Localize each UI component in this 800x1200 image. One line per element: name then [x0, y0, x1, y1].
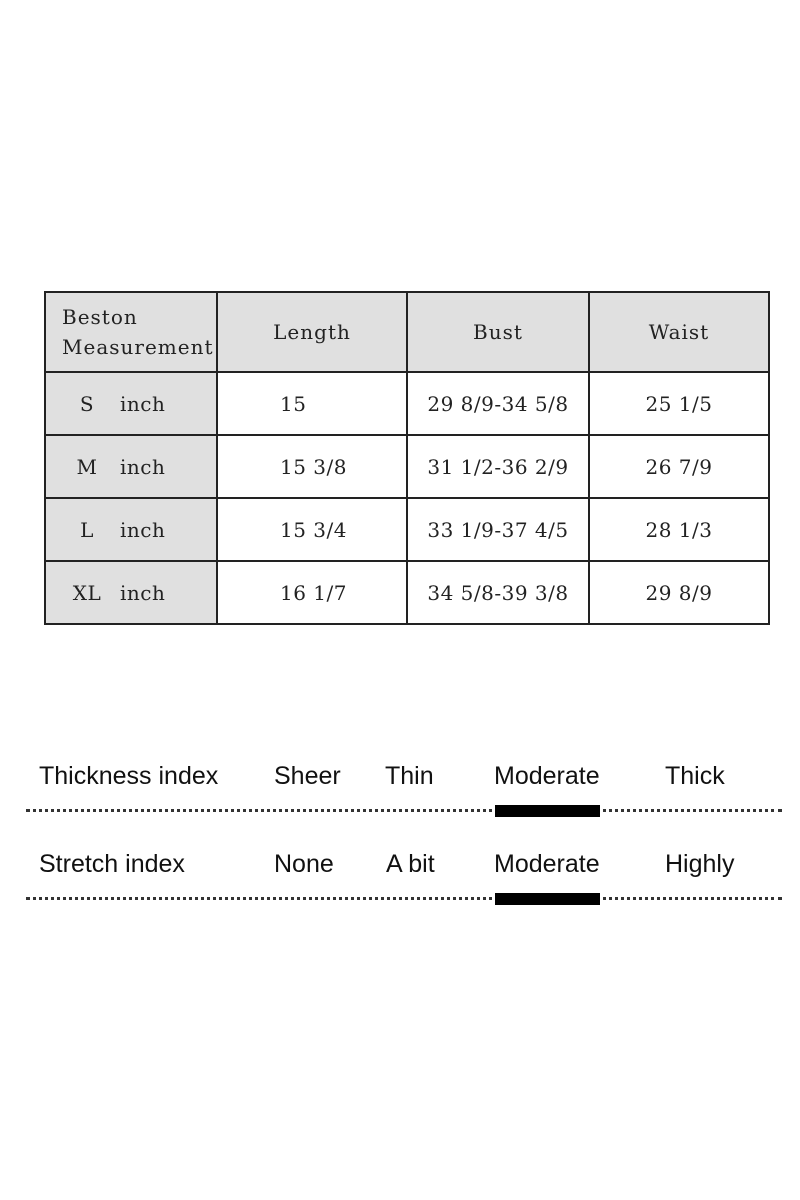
size-label: XL [72, 580, 102, 605]
stretch-dotted-scale [26, 897, 782, 900]
stretch-option-highly: Highly [665, 850, 735, 878]
column-header-bust: Bust [407, 292, 589, 372]
waist-cell: 25 1/5 [589, 372, 769, 435]
stretch-option-none: None [274, 850, 334, 878]
bust-cell: 29 8/9-34 5/8 [407, 372, 589, 435]
unit-label: inch [120, 580, 166, 605]
size-cell [45, 561, 217, 624]
column-header-length: Length [217, 292, 407, 372]
thickness-option-thin: Thin [385, 762, 434, 790]
stretch-option-moderate: Moderate [494, 850, 600, 878]
length-cell: 15 3/8 [217, 435, 407, 498]
unit-label: inch [120, 454, 166, 479]
thickness-level-indicator [495, 805, 600, 817]
size-label: L [80, 517, 94, 542]
size-cell [45, 435, 217, 498]
table-row [45, 498, 769, 561]
length-cell: 15 3/4 [217, 498, 407, 561]
thickness-option-sheer: Sheer [274, 762, 341, 790]
bust-cell: 34 5/8-39 3/8 [407, 561, 589, 624]
size-cell [45, 372, 217, 435]
table-header-row [45, 292, 769, 372]
thickness-option-moderate: Moderate [494, 762, 600, 790]
size-label: M [76, 454, 98, 479]
thickness-index-label: Thickness index [39, 762, 219, 790]
stretch-index-label: Stretch index [39, 850, 185, 878]
waist-cell: 29 8/9 [589, 561, 769, 624]
stretch-index-row [0, 850, 800, 910]
size-label: S [79, 391, 95, 416]
thickness-option-thick: Thick [665, 762, 725, 790]
size-cell [45, 498, 217, 561]
column-header-waist: Waist [589, 292, 769, 372]
table-row [45, 435, 769, 498]
unit-label: inch [120, 391, 166, 416]
table-row [45, 372, 769, 435]
stretch-option-a-bit: A bit [386, 850, 435, 878]
thickness-index-row [0, 762, 800, 822]
corner-header-line2: Measurement [62, 335, 214, 359]
length-cell: 16 1/7 [217, 561, 407, 624]
waist-cell: 28 1/3 [589, 498, 769, 561]
corner-header-line1: Beston [62, 305, 138, 329]
table-row [45, 561, 769, 624]
bust-cell: 33 1/9-37 4/5 [407, 498, 589, 561]
bust-cell: 31 1/2-36 2/9 [407, 435, 589, 498]
stretch-level-indicator [495, 893, 600, 905]
size-chart-table [44, 291, 770, 625]
unit-label: inch [120, 517, 166, 542]
length-cell: 15 [217, 372, 407, 435]
waist-cell: 26 7/9 [589, 435, 769, 498]
thickness-dotted-scale [26, 809, 782, 812]
corner-header [45, 292, 217, 372]
